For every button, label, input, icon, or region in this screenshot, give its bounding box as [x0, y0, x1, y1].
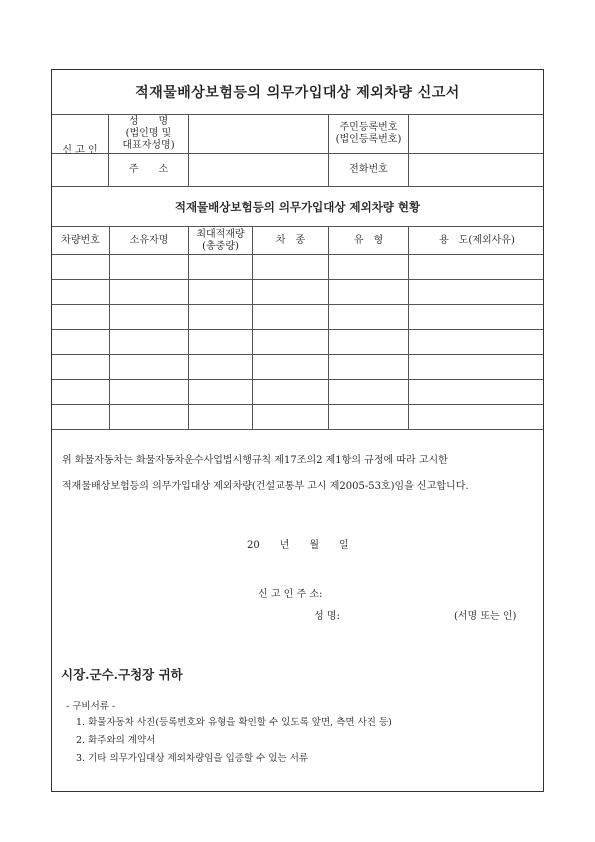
statement-line-2: 적재물배상보험등의 의무가입대상 제외차량(건설교통부 고시 제2005-53호)임을 신고합니다. — [62, 481, 469, 492]
header-plate: 차량번호 — [61, 234, 100, 246]
applicant-row-address — [52, 154, 543, 187]
cell-form-type[interactable] — [328, 405, 408, 429]
cell-vehicle-type[interactable] — [252, 330, 328, 354]
signature-note: (서명 또는 인) — [454, 611, 517, 622]
doc-item: 3. 기타 의무가입대상 제외차량임을 입증할 수 있는 서류 — [76, 753, 309, 764]
cell-vehicle-type[interactable] — [252, 280, 328, 304]
id-label: 주민등록번호 (법인등록번호) — [328, 115, 408, 153]
cell-capacity[interactable] — [188, 405, 252, 429]
address-label: 주 소 — [128, 164, 169, 175]
cell-owner[interactable] — [109, 330, 188, 354]
header-vehicle-type: 차 종 — [252, 227, 328, 254]
addressee: 시장.군수.구청장 귀하 — [61, 667, 183, 682]
cell-usage[interactable] — [408, 405, 545, 429]
cell-capacity[interactable] — [188, 355, 252, 379]
cell-plate[interactable] — [52, 405, 109, 429]
cell-plate[interactable] — [52, 280, 109, 304]
cell-usage[interactable] — [408, 305, 545, 329]
cell-plate[interactable] — [52, 330, 109, 354]
status-title: 적재물배상보험등의 의무가입대상 제외차량 현황 — [174, 199, 421, 214]
header-form-type: 유 형 — [328, 227, 408, 254]
cell-plate[interactable] — [52, 305, 109, 329]
doc-item: 1. 화물자동차 사진(등록번호와 유형을 확인할 수 있도록 앞면, 측면 사진 등) — [76, 717, 392, 728]
doc-item: 2. 화주와의 계약서 — [76, 735, 156, 746]
cell-owner[interactable] — [109, 280, 188, 304]
table-row — [52, 405, 543, 430]
table-row — [52, 255, 543, 280]
form-title: 적재물배상보험등의 의무가입대상 제외차량 신고서 — [52, 70, 543, 115]
cell-plate[interactable] — [52, 355, 109, 379]
header-owner: 소유자명 — [109, 227, 188, 254]
table-header — [52, 227, 543, 255]
applicant-row-name — [52, 115, 543, 154]
table-row — [52, 305, 543, 330]
cell-vehicle-type[interactable] — [252, 305, 328, 329]
cell-form-type[interactable] — [328, 330, 408, 354]
cell-usage[interactable] — [408, 380, 545, 404]
cell-usage[interactable] — [408, 280, 545, 304]
cell-plate[interactable] — [52, 380, 109, 404]
status-title-row — [52, 187, 543, 227]
cell-plate[interactable] — [52, 255, 109, 279]
address-field[interactable] — [188, 154, 328, 186]
cell-usage[interactable] — [408, 330, 545, 354]
report-form — [51, 69, 544, 792]
phone-label: 전화번호 — [328, 154, 408, 186]
table-row — [52, 280, 543, 305]
header-usage: 용 도(제외사유) — [408, 227, 545, 254]
header-capacity: 최대적재량 (총중량) — [188, 227, 252, 254]
cell-capacity[interactable] — [188, 380, 252, 404]
name-label: 성 명 (법인명 및 대표자성명) — [122, 116, 175, 151]
cell-owner[interactable] — [109, 355, 188, 379]
name-field[interactable] — [188, 115, 328, 153]
table-row — [52, 380, 543, 405]
cell-capacity[interactable] — [188, 280, 252, 304]
cell-form-type[interactable] — [328, 255, 408, 279]
phone-field[interactable] — [408, 154, 545, 186]
signer-address-label: 신 고 인 주 소: — [258, 589, 323, 600]
cell-owner[interactable] — [109, 255, 188, 279]
cell-usage[interactable] — [408, 255, 545, 279]
docs-header: - 구비서류 - — [66, 701, 116, 712]
id-field[interactable] — [408, 115, 545, 153]
date-line: 20 년 월 일 — [247, 540, 349, 551]
cell-capacity[interactable] — [188, 255, 252, 279]
cell-capacity[interactable] — [188, 330, 252, 354]
applicant-group-label: 신 고 인 — [52, 115, 109, 187]
cell-form-type[interactable] — [328, 380, 408, 404]
cell-vehicle-type[interactable] — [252, 355, 328, 379]
cell-form-type[interactable] — [328, 280, 408, 304]
table-row — [52, 330, 543, 355]
cell-vehicle-type[interactable] — [252, 380, 328, 404]
cell-form-type[interactable] — [328, 305, 408, 329]
cell-capacity[interactable] — [188, 305, 252, 329]
table-row — [52, 355, 543, 380]
cell-vehicle-type[interactable] — [252, 255, 328, 279]
statement-line-1: 위 화물자동차는 화물자동차운수사업법시행규칙 제17조의2 제1항의 규정에 따라 고시한 — [62, 455, 448, 466]
cell-vehicle-type[interactable] — [252, 405, 328, 429]
cell-form-type[interactable] — [328, 355, 408, 379]
signer-name-label: 성 명: — [314, 611, 340, 622]
cell-usage[interactable] — [408, 355, 545, 379]
cell-owner[interactable] — [109, 380, 188, 404]
cell-owner[interactable] — [109, 305, 188, 329]
cell-owner[interactable] — [109, 405, 188, 429]
